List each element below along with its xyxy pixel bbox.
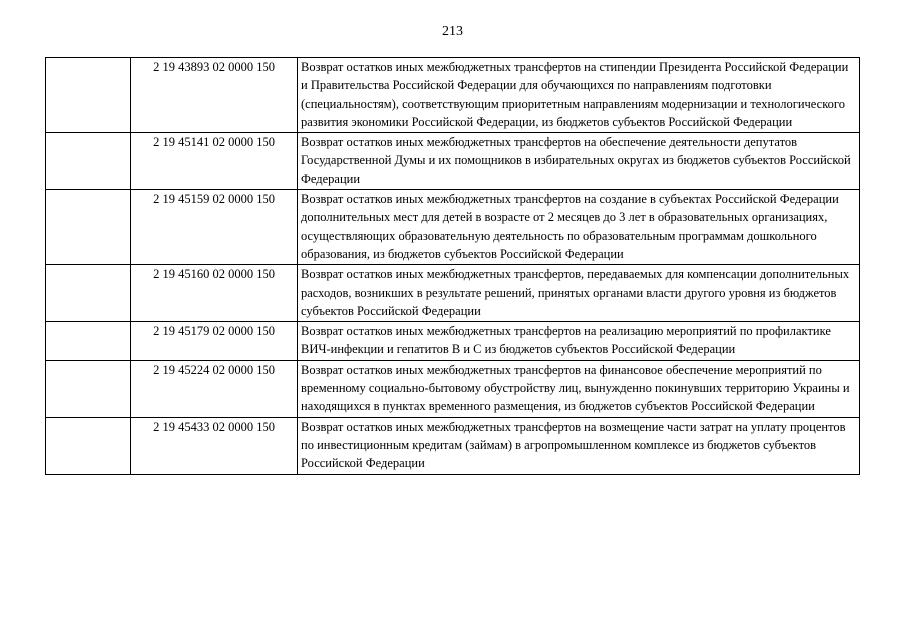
- income-name-cell: Возврат остатков иных межбюджетных трансфертов на реализацию мероприятий по профилактике ВИЧ-инфекции и гепатитов B и C из бюджетов субъектов Российской Федерации: [298, 322, 860, 361]
- page-number: 213: [442, 24, 463, 39]
- admin-code-cell: [46, 190, 131, 265]
- income-name-cell: Возврат остатков иных межбюджетных трансфертов на создание в субъектах Российской Федерации дополнительных мест для детей в возрасте от 2 месяцев до 3 лет в образовательных организациях, осуществляющих образовательную деятельность по образовательным программам дошкольного образования, из бюджетов субъектов Российской Федерации: [298, 190, 860, 265]
- admin-code-cell: [46, 133, 131, 190]
- budget-classification-table: [45, 57, 860, 475]
- income-code-cell: 2 19 45159 02 0000 150: [131, 190, 298, 265]
- table-row: [46, 133, 860, 190]
- income-name-cell: Возврат остатков иных межбюджетных трансфертов на стипендии Президента Российской Федерации и Правительства Российской Федерации для обучающихся по направлениям подготовки (специальностям), соответствующим приоритетным направлениям модернизации и технологического развития экономики Российской Федерации, из бюджетов субъектов Российской Федерации: [298, 58, 860, 133]
- admin-code-cell: [46, 417, 131, 474]
- income-code-cell: 2 19 45179 02 0000 150: [131, 322, 298, 361]
- income-code-cell: 2 19 45433 02 0000 150: [131, 417, 298, 474]
- income-code-cell: 2 19 45224 02 0000 150: [131, 360, 298, 417]
- income-code-cell: 2 19 43893 02 0000 150: [131, 58, 298, 133]
- table-row: [46, 360, 860, 417]
- table-row: [46, 322, 860, 361]
- income-name-cell: Возврат остатков иных межбюджетных трансфертов на возмещение части затрат на уплату процентов по инвестиционным кредитам (займам) в агропромышленном комплексе из бюджетов субъектов Российской Федерации: [298, 417, 860, 474]
- admin-code-cell: [46, 360, 131, 417]
- income-name-cell: Возврат остатков иных межбюджетных трансфертов на финансовое обеспечение мероприятий по временному социально-бытовому обустройству лиц, вынужденно покинувших территорию Украины и находящихся в пунктах временного размещения, из бюджетов субъектов Российской Федерации: [298, 360, 860, 417]
- table-row: [46, 417, 860, 474]
- admin-code-cell: [46, 58, 131, 133]
- income-name-cell: Возврат остатков иных межбюджетных трансфертов, передаваемых для компенсации дополнительных расходов, возникших в результате решений, принятых органами власти другого уровня из бюджетов субъектов Российской Федерации: [298, 265, 860, 322]
- admin-code-cell: [46, 265, 131, 322]
- income-code-cell: 2 19 45160 02 0000 150: [131, 265, 298, 322]
- admin-code-cell: [46, 322, 131, 361]
- table-row: [46, 265, 860, 322]
- income-name-cell: Возврат остатков иных межбюджетных трансфертов на обеспечение деятельности депутатов Государственной Думы и их помощников в избирательных округах из бюджетов субъектов Российской Федерации: [298, 133, 860, 190]
- table-row: [46, 58, 860, 133]
- income-code-cell: 2 19 45141 02 0000 150: [131, 133, 298, 190]
- table-row: [46, 190, 860, 265]
